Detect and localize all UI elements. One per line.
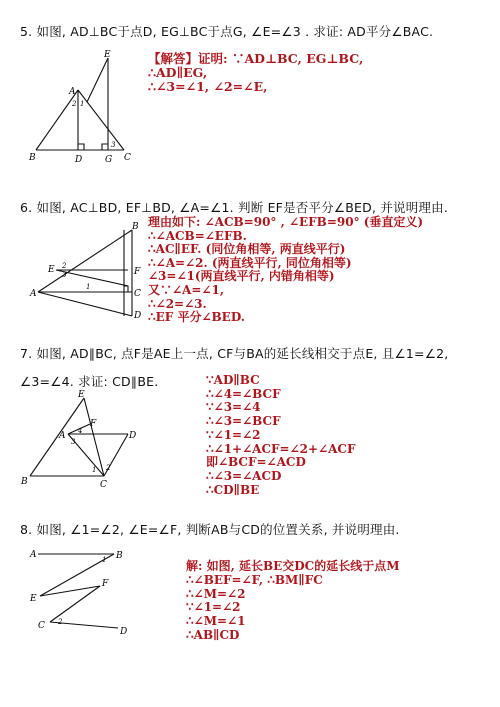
p7-solution-line-2: ∴∠4=∠BCF (206, 386, 281, 401)
p5-angle-1: 1 (80, 100, 85, 108)
problem-5-figure (28, 50, 140, 168)
p5-label-A: A (69, 87, 76, 97)
p7-angle-1: 1 (92, 466, 97, 474)
p7-angle-2: 2 (106, 464, 111, 472)
p7-label-C: C (100, 480, 107, 490)
p7-label-D: D (129, 431, 137, 441)
problem-8-figure (28, 544, 138, 640)
p8-angle-1: 1 (102, 556, 107, 564)
p6-angle-2: 2 (62, 262, 67, 270)
problem-7-question-line-1: 7. 如图, AD∥BC, 点F是AE上一点, CF与BA的延长线相交于点E, 且∠1=∠2, (20, 346, 449, 361)
p5-label-C: C (124, 153, 131, 163)
p5-solution-line-3: ∴∠3=∠1, ∠2=∠E, (148, 79, 268, 94)
problem-8-question: 8. 如图, ∠1=∠2, ∠E=∠F, 判断AB与CD的位置关系, 并说明理由. (20, 522, 400, 537)
p6-label-B: B (132, 222, 139, 232)
p7-label-B: B (21, 477, 28, 487)
p5-solution-line-2: ∴AD∥EG, (148, 65, 208, 80)
p8-solution-line-4: ∵∠1=∠2 (186, 600, 241, 615)
problem-7-figure (18, 390, 138, 490)
p6-label-D: D (134, 311, 142, 321)
p6-label-E: E (48, 265, 55, 275)
p8-label-F: F (102, 579, 109, 589)
p6-solution-line-7: ∴∠2=∠3. (148, 296, 207, 311)
p6-label-C: C (134, 289, 141, 299)
p7-label-A: A (59, 431, 66, 441)
problem-6-figure (28, 222, 146, 322)
p8-label-E: E (30, 594, 37, 604)
p8-solution-line-1: 解: 如图, 延长BE交DC的延长线于点M (186, 559, 400, 573)
problem-7-solution (206, 374, 355, 497)
p8-label-A: A (30, 550, 37, 560)
p7-solution-line-6: ∴∠1+∠ACF=∠2+∠ACF (206, 441, 356, 456)
p6-solution-line-8: ∴EF 平分∠BED. (148, 310, 245, 325)
p8-solution-line-3: ∴∠M=∠2 (186, 586, 246, 601)
p6-label-F: F (134, 267, 141, 277)
p7-angle-3: 3 (71, 438, 76, 446)
p7-solution-line-9: ∴CD∥BE (206, 482, 260, 497)
p8-solution-line-6: ∴AB∥CD (186, 627, 240, 642)
problem-6-question: 6. 如图, AC⊥BD, EF⊥BD, ∠A=∠1. 判断 EF是否平分∠BED, 并说明理由. (20, 200, 448, 215)
p6-solution-line-1: 理由如下: ∠ACB=90° , ∠EFB=90° (垂直定义) (148, 215, 424, 229)
p6-angle-1: 1 (86, 283, 91, 291)
p5-label-E: E (104, 50, 111, 60)
p6-solution-line-4: ∴∠A=∠2. (两直线平行, 同位角相等) (148, 255, 352, 270)
problem-5-question: 5. 如图, AD⊥BC于点D, EG⊥BC于点G, ∠E=∠3 . 求证: AD平分∠BAC. (20, 24, 434, 39)
p7-solution-line-1: ∵AD∥BC (206, 373, 260, 387)
p8-solution-line-5: ∴∠M=∠1 (186, 614, 246, 629)
p7-solution-line-8: ∴∠3=∠ACD (206, 468, 282, 483)
p6-solution-line-2: ∴∠ACB=∠EFB. (148, 228, 247, 243)
p7-solution-line-7: 即∠BCF=∠ACD (206, 455, 306, 470)
problem-5-solution (148, 52, 363, 94)
problem-8-solution (186, 560, 400, 643)
p6-solution-line-3: ∴AC∥EF. (同位角相等, 两直线平行) (148, 242, 346, 257)
p6-angle-3: 3 (62, 271, 67, 279)
p7-solution-line-5: ∵∠1=∠2 (206, 427, 261, 442)
p7-solution-line-4: ∴∠3=∠BCF (206, 414, 281, 429)
problem-6-solution (148, 216, 423, 325)
p5-label-G: G (105, 155, 113, 165)
p5-solution-line-1: 【解答】证明: ∵AD⊥BC, EG⊥BC, (148, 51, 364, 66)
p6-solution-line-6: 又∵∠A=∠1, (148, 282, 225, 297)
p6-solution-line-5: ∠3=∠1(两直线平行, 内错角相等) (148, 269, 335, 284)
p8-label-D: D (120, 627, 128, 637)
p6-label-A: A (30, 289, 37, 299)
p8-label-B: B (116, 551, 123, 561)
p5-angle-3: 3 (111, 141, 116, 149)
p5-label-D: D (75, 155, 83, 165)
p7-label-E: E (78, 390, 85, 400)
p5-angle-2: 2 (72, 100, 77, 108)
p5-label-B: B (29, 153, 36, 163)
p7-angle-4: 4 (78, 427, 83, 435)
p8-solution-line-2: ∴∠BEF=∠F, ∴BM∥FC (186, 572, 323, 587)
problem-7-question-line-2: ∠3=∠4. 求证: CD∥BE. (20, 374, 159, 389)
p8-angle-2: 2 (58, 618, 63, 626)
p7-label-F: F (90, 419, 97, 429)
p7-solution-line-3: ∵∠3=∠4 (206, 400, 261, 415)
p8-label-C: C (38, 621, 45, 631)
